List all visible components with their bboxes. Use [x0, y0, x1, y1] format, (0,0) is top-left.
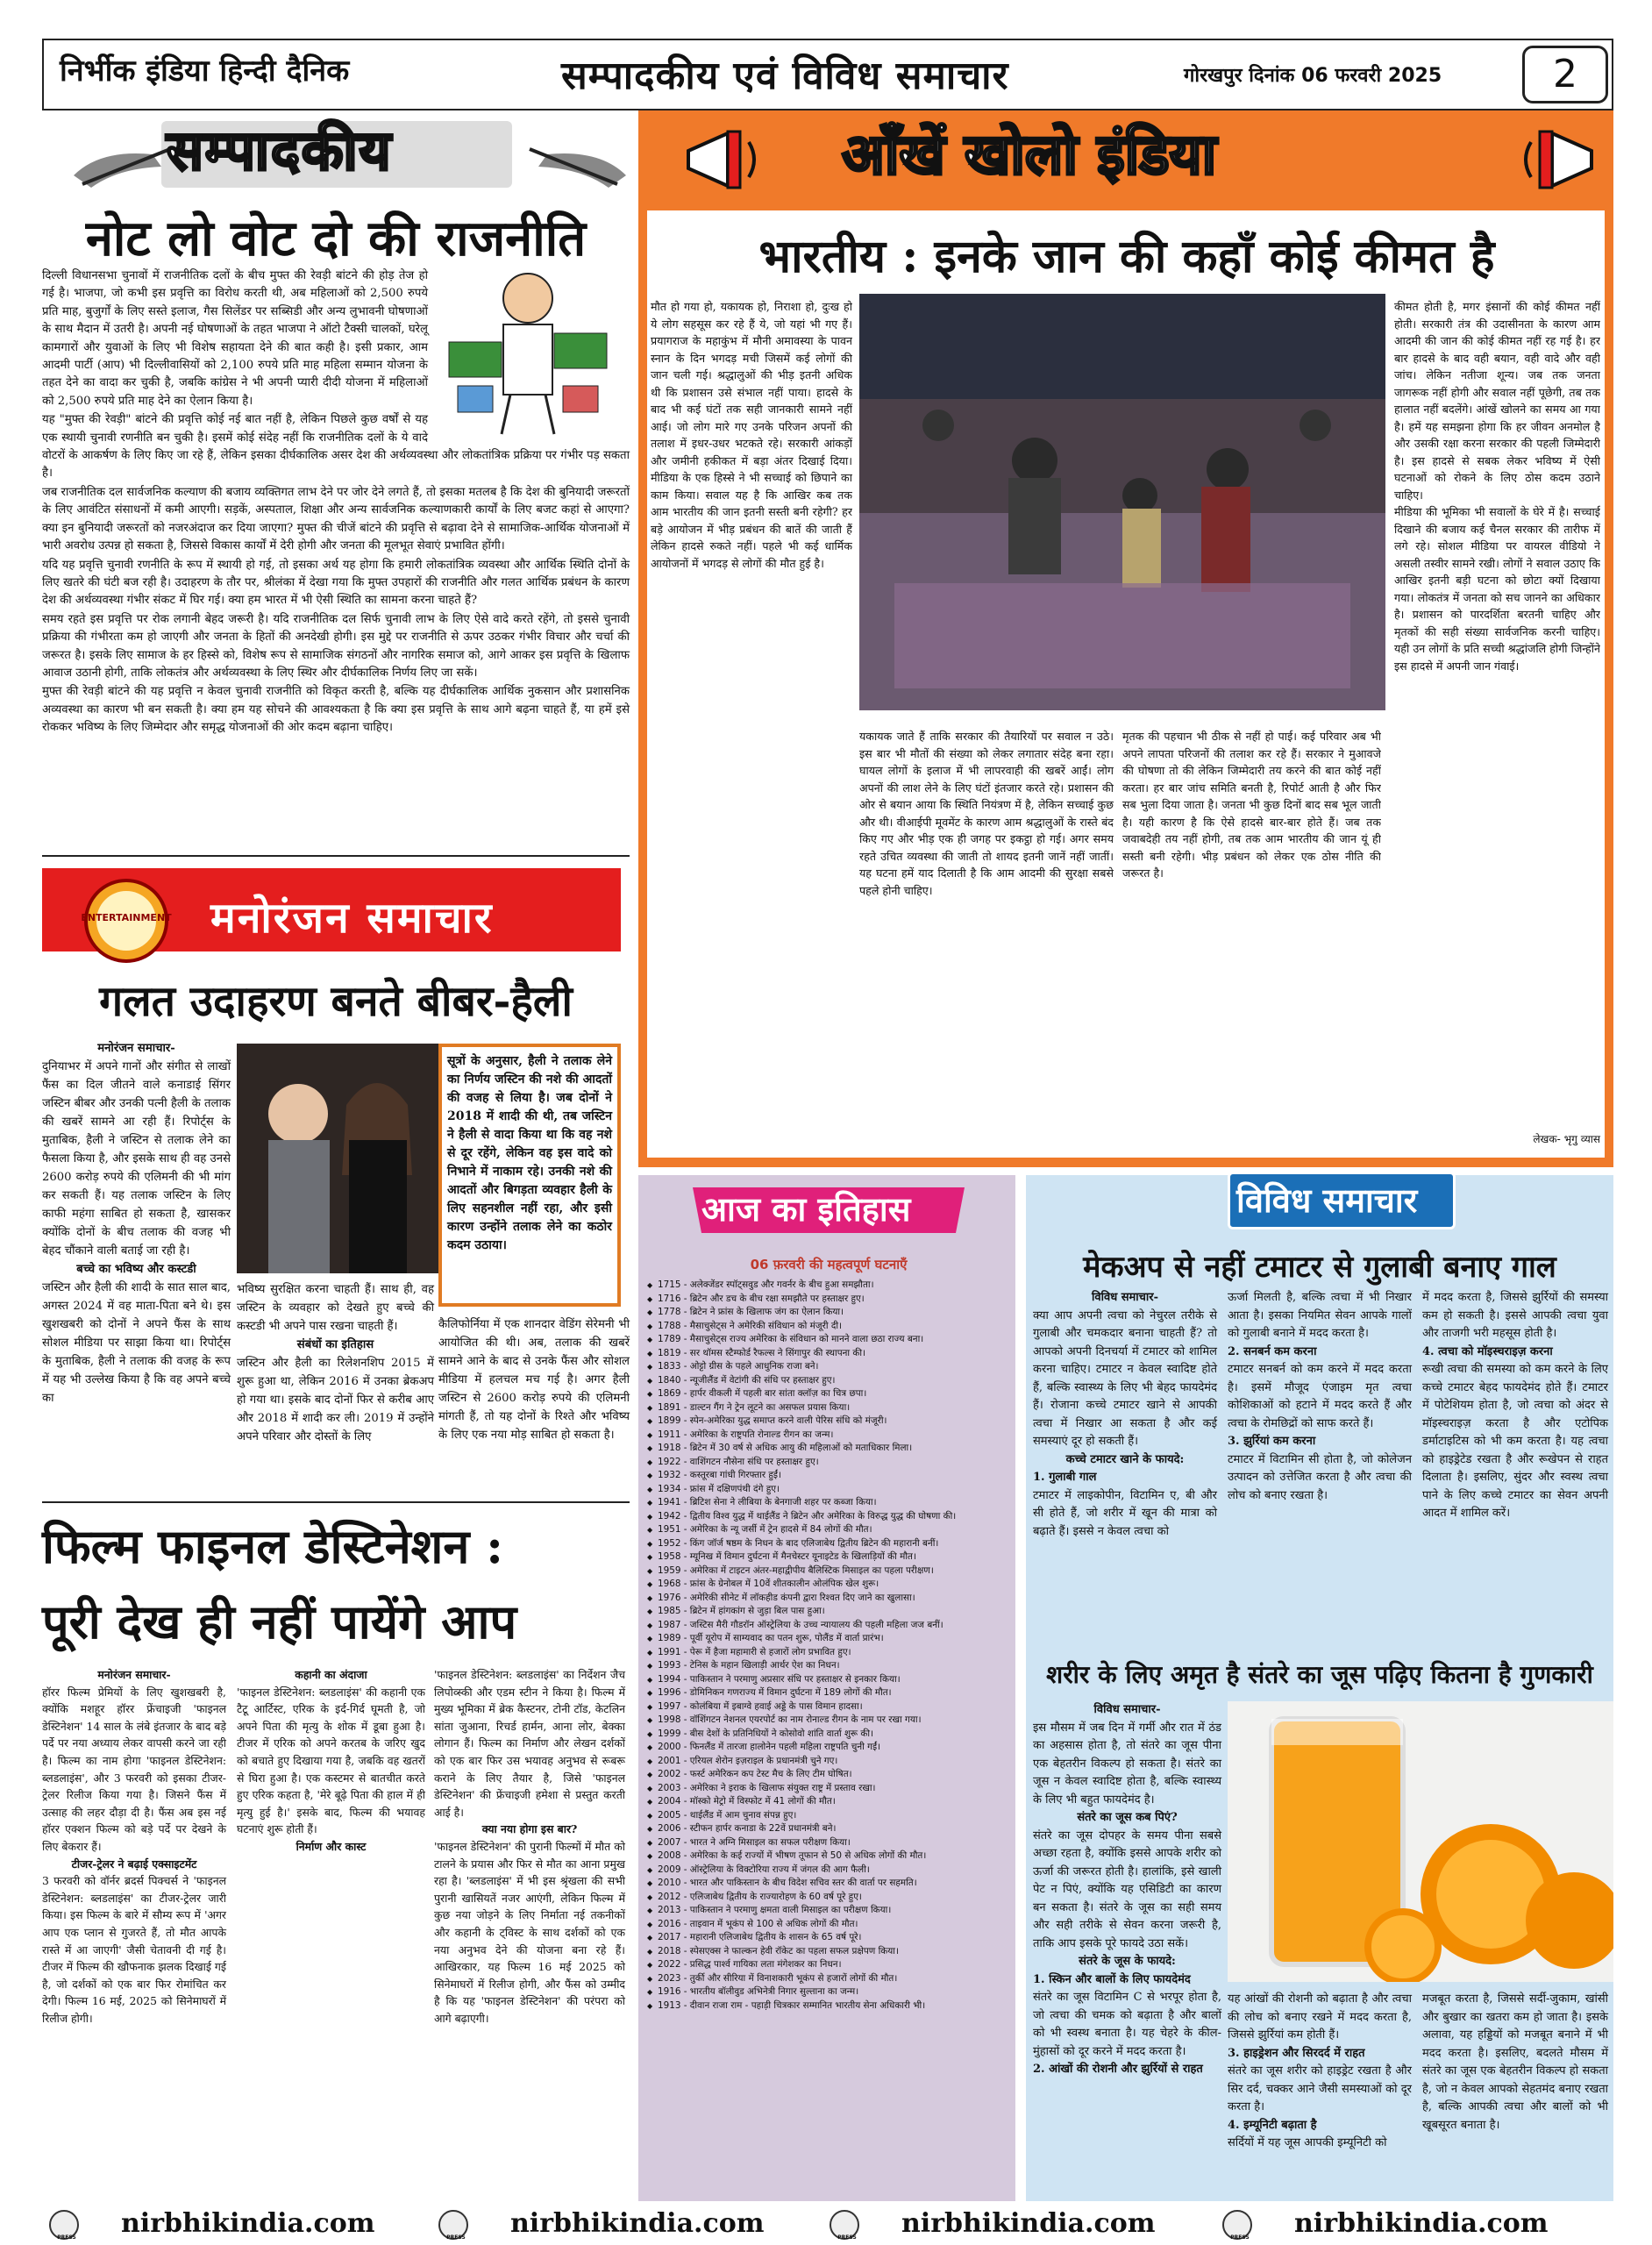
- tomato-column-3: [1422, 1289, 1608, 1523]
- history-event: ◆ 2004 - मॉस्को मेट्रो में विस्फोट में 41 लोगों की मौत।: [647, 1795, 1010, 1809]
- ak-column-5: [1394, 298, 1600, 1127]
- history-event: ◆ 1976 - अमेरिकी सीनेट में लॉकहीड कंपनी द्वारा रिश्वत दिए जाने का खुलासा।: [647, 1592, 1010, 1606]
- history-event: ◆ 2007 - भारत ने अग्नि मिसाइल का सफल परीक्षण किया।: [647, 1836, 1010, 1850]
- subheading: 4. इम्यूनिटी बढ़ाता है: [1228, 2118, 1317, 2132]
- viv-text: संतरे का जूस शरीर को हाइड्रेट रखता है और सिर दर्द, चक्कर आने जैसी समस्याओं को दूर करता है।: [1228, 2064, 1412, 2113]
- ent-text: दुनियाभर में अपने गानों और संगीत से लाखों फैंस का दिल जीतने वाले कनाडाई सिंगर जस्टिन बीबर और उनकी पत्नी हैली के तलाक की खबरें सामने आ रही हैं। रिपोर्ट्स के मुताबिक, हैली ने जस्टिन से तलाक लेने का फैसला किया है, और इसके साथ ही वह उनसे 2600 करोड़ रुपये की एलिमनी की भी मांग कर सकती हैं। यह तलाक जस्टिन के लिए काफी महंगा साबित हो सकता है, खासकर क्योंकि दोनों के बीच तलाक की वजह भी बेहद चौंकाने वाली बताई जा रही है।: [42, 1060, 231, 1258]
- ent-column-1: [42, 1039, 231, 1408]
- history-event: ◆ 1985 - ब्रिटेन में हांगकांग से जुड़ा बिल पास हुआ।: [647, 1605, 1010, 1619]
- history-event: ◆ 1951 - अमेरिका के न्यू जर्सी में ट्रेन हादसे में 84 लोगों की मौत।: [647, 1523, 1010, 1537]
- viv-text: यह आंखों की रोशनी को बढ़ाता है और त्वचा की लोच को बनाए रखने में मदद करता है, जिससे झुर्रियां कम होती हैं।: [1228, 1992, 1412, 2042]
- viv-text: संतरे का जूस विटामिन C से भरपूर होता है, जो त्वचा की चमक को बढ़ाता है और बालों को भी स्वस्थ बनाता है। यह चेहरे के कील-मुंहासों को दूर करने में मदद करता है।: [1033, 1991, 1221, 2058]
- history-event: ◆ 1789 - मैसाचुसेट्स राज्य अमेरिका के संविधान को मानने वाला छठा राज्य बना।: [647, 1333, 1010, 1347]
- viv-text: इस मौसम में जब दिन में गर्मी और रात में ठंड का अहसास होता है, तो संतरे का जूस पीना एक बेहतरीन विकल्प हो सकता है। संतरे का जूस न केवल स्वादिष्ट होता है, बल्कि स्वास्थ्य के लिए भी बहुत फायदेमंद है।: [1033, 1721, 1221, 1807]
- kumbh-stampede-photo: [859, 294, 1385, 710]
- history-event: ◆ 2008 - अमेरिका के कई राज्यों में भीषण तूफान से 50 से अधिक लोगों की मौत।: [647, 1849, 1010, 1864]
- film-headline-line-2: पूरी देख ही नहीं पायेंगे आप: [42, 1593, 517, 1650]
- history-subtitle: 06 फ़रवरी की महत्वपूर्ण घटनाएँ: [750, 1257, 908, 1272]
- subheading: संतरे का जूस कब पिएं?: [1077, 1811, 1178, 1824]
- history-event: ◆ 1932 - कस्तूरबा गांधी गिरफ्तार हुईं।: [647, 1469, 1010, 1483]
- history-event: ◆ 2017 - महारानी एलिजाबेथ द्वितीय के शासन के 65 वर्ष पूरे।: [647, 1931, 1010, 1945]
- history-event: ◆ 1869 - हार्पर वीकली में पहली बार सांता क्लॉज़ का चित्र छपा।: [647, 1387, 1010, 1401]
- history-event: ◆ 2001 - एरियल शेरोन इज़राइल के प्रधानमंत्री चुने गए।: [647, 1755, 1010, 1769]
- film-text: 'फाइनल डेस्टिनेशन: ब्लडलाइंस' का निर्देशन जैच लिपोव्स्की और एडम स्टीन ने किया है। फिल्म में मुख्य भूमिका में ब्रेक कैस्टनर, टोनी टॉड, केटलिन सांता जुआना, रिचर्ड हार्मन, आना लोर, बेक्का लोगान हैं। फिल्म का निर्माण और लेखन दर्शकों को एक बार फिर उस भयावह अनुभव से रूबरू कराने के लिए तैयार है, जिसे 'फाइनल डेस्टिनेशन' की फ्रेंचाइजी हमेशा से प्रस्तुत करती आई है।: [434, 1668, 625, 1819]
- pull-quote: सूत्रों के अनुसार, हैली ने तलाक लेने का निर्णय जस्टिन की नशे की आदतों की वजह से लिया है। जब दोनों ने 2018 में शादी की थी, तब जस्टिन ने हैली से वादा किया था कि वह नशे से दूर रहेंगे, लेकिन वह इस वादे को निभाने में नाकाम रहे। उनकी नशे की आदतों और बिगड़ता व्यवहार हैली के लिए सहनशील नहीं रहा, और इसी कारण उन्होंने तलाक लेने का कठोर कदम उठाया।: [438, 1044, 621, 1307]
- history-event: ◆ 1968 - फ्रांस के ग्रेनोबल में 10वें शीतकालीन ओलंपिक खेल शुरू।: [647, 1578, 1010, 1592]
- ent-column-3: [438, 1315, 630, 1444]
- dateline: विविध समाचार-: [1092, 1291, 1158, 1304]
- footer-url[interactable]: nirbhikindia.com: [121, 2208, 375, 2239]
- history-event: ◆ 2005 - थाईलैंड में आम चुनाव संपन्न हुए।: [647, 1809, 1010, 1823]
- history-event: ◆ 1952 - किंग जॉर्ज षष्ठम के निधन के बाद एलिजाबेथ द्वितीय ब्रिटेन की महारानी बनीं।: [647, 1537, 1010, 1551]
- history-event: ◆ 2018 - स्पेसएक्स ने फाल्कन हेवी रॉकेट का पहला सफल प्रक्षेपण किया।: [647, 1945, 1010, 1959]
- left-hand-pen-icon: [74, 149, 170, 188]
- history-event: ◆ 2022 - प्रसिद्ध पार्श्व गायिका लता मंगेशकर का निधन।: [647, 1958, 1010, 1972]
- history-event: ◆ 2000 - फिनलैंड में तारजा हालोनेन पहली महिला राष्ट्रपति चुनी गईं।: [647, 1741, 1010, 1755]
- history-event: ◆ 2013 - पाकिस्तान ने परमाणु क्षमता वाली मिसाइल का परीक्षण किया।: [647, 1904, 1010, 1918]
- ak-text: मीडिया की भूमिका भी सवालों के घेरे में है। सच्चाई दिखाने की बजाय कई चैनल सरकार की तारीफ में लगे रहे। सोशल मीडिया पर वायरल वीडियो ने असली तस्वीर सामने रखी। लोगों ने सवाल उठाए कि आखिर इतनी बड़ी घटना को छोटा क्यों दिखाया गया। लोकतंत्र में जनता को सच जानने का अधिकार है। प्रशासन को पारदर्शिता बरतनी चाहिए और मृतकों की सही संख्या सार्वजनिक करनी चाहिए। यही उन लोगों के प्रति सच्ची श्रद्धांजलि होगी जिन्होंने इस हादसे में अपनी जान गंवाई।: [1394, 505, 1600, 673]
- history-event: ◆ 1994 - पाकिस्तान ने परमाणु अप्रसार संधि पर हस्ताक्षर से इनकार किया।: [647, 1673, 1010, 1687]
- history-event: ◆ 1911 - अमेरिका के राष्ट्रपति रोनाल्ड रीगन का जन्म।: [647, 1429, 1010, 1443]
- history-event: ◆ 2010 - भारत और पाकिस्तान के बीच विदेश सचिव स्तर की वार्ता पर सहमति।: [647, 1877, 1010, 1891]
- viv-text: मजबूत करता है, जिससे सर्दी-जुकाम, खांसी और बुखार का खतरा कम हो जाता है। इसके अलावा, यह हड्डियों को मजबूत बनाने में भी मदद करता है। इसलिए, बदलते मौसम में संतरे का जूस एक बेहतरीन विकल्प हो सकता है, जो न केवल आपको सेहतमंद बनाए रखता है, बल्कि आपकी त्वचा और बालों को भी खूबसूरत बनाता है।: [1422, 1992, 1608, 2132]
- history-event: ◆ 1941 - ब्रिटिश सेना ने लीबिया के बेनगाजी शहर पर कब्जा किया।: [647, 1496, 1010, 1510]
- ent-column-2: [237, 1280, 434, 1446]
- aankhen-kholo-headline: भारतीय : इनके जान की कहाँ कोई कीमत है: [758, 230, 1495, 283]
- history-event: ◆ 1993 - टेनिस के महान खिलाड़ी आर्थर ऐश का निधन।: [647, 1659, 1010, 1673]
- viv-text: टमाटर में लाइकोपीन, विटामिन ए, बी और सी होते हैं, जो शरीर में खून की मात्रा को बढ़ाते हैं। इससे न केवल त्वचा को: [1033, 1488, 1217, 1538]
- ak-column-2: [859, 728, 1114, 1158]
- history-event: ◆ 1934 - फ्रांस में दक्षिणपंथी दंगे हुए।: [647, 1483, 1010, 1497]
- subheading: निर्माण और कास्ट: [296, 1839, 367, 1853]
- orange-column-1: [1033, 1701, 1221, 2079]
- history-event: ◆ 1959 - अमेरिका में टाइटन अंतर-महाद्वीपीय बैलिस्टिक मिसाइल का पहला परीक्षण।: [647, 1564, 1010, 1579]
- ak-text: मौत हो गया हो, यकायक हो, निराशा हो, दुःख हो ये लोग सहसूस कर रहे हैं ये, जो यहां भी गए हैं। प्रयागराज के महाकुंभ में मौनी अमावस्या के पावन स्नान के दिन भगदड़ मची जिसमें कई लोगों की जान चली गई। श्रद्धालुओं की भीड़ इतनी अधिक थी कि प्रशासन उसे संभाल नहीं पाया। हादसे के बाद भी कई घंटों तक सही जानकारी सामने नहीं आई। जो लोग मारे गए उनके परिजन अपनों की तलाश में इधर-उधर भटकते रहे। सरकारी आंकड़ों और जमीनी हकीकत में बड़ा अंतर दिखाई दिया। मीडिया के एक हिस्से ने भी सच्चाई को छिपाने का काम किया। सवाल यह है कि आखिर कब तक आम भारतीय की जान इतनी सस्ती बनी रहेगी? हर बड़े आयोजन में भीड़ प्रबंधन की बातें की जाती हैं लेकिन हादसे रुकते नहीं। पहले भी कई धार्मिक आयोजनों में भगदड़ से लोगों की मौत हुई है।: [651, 300, 852, 570]
- film-headline: [42, 1508, 630, 1659]
- entertainment-headline: गलत उदाहरण बनते बीबर-हैली: [99, 977, 573, 1026]
- press-logo-text: PRESS: [57, 2234, 76, 2241]
- tomato-column-2: [1228, 1289, 1412, 1505]
- history-event: ◆ 1819 - सर थॉमस स्टैम्फोर्ड रैफल्स ने सिंगापुर की स्थापना की।: [647, 1347, 1010, 1361]
- film-column-2: [237, 1666, 425, 1856]
- ent-text: जस्टिन और हैली की शादी के सात साल बाद, अगस्त 2024 में वह माता-पिता बने थे। इस खुशखबरी को दोनों ने अपने फैंस के साथ सोशल मीडिया पर साझा किया था। रिपोर्ट्स के मुताबिक, हैली ने तलाक की वजह के रूप में यह भी उल्लेख किया है कि वह अपने बच्चे का: [42, 1281, 231, 1405]
- footer-url[interactable]: nirbhikindia.com: [901, 2208, 1156, 2239]
- history-event: ◆ 1918 - ब्रिटेन में 30 वर्ष से अधिक आयु की महिलाओं को मताधिकार मिला।: [647, 1442, 1010, 1456]
- history-title: आज का इतिहास: [701, 1189, 911, 1229]
- entertainment-banner-title: मनोरंजन समाचार: [210, 894, 494, 943]
- subheading: 2. सनबर्न कम करना: [1228, 1344, 1317, 1358]
- section-title: सम्पादकीय एवं विविध समाचार: [561, 53, 1009, 98]
- press-logo-text: PRESS: [446, 2234, 466, 2241]
- history-event: ◆ 1999 - बीस देशों के प्रतिनिधियों ने कोसोवो शांति वार्ता शुरू की।: [647, 1728, 1010, 1742]
- viv-text: टमाटर सनबर्न को कम करने में मदद करता है। इसमें मौजूद एंजाइम मृत त्वचा कोशिकाओं को हटाने में मदद करते हैं और त्वचा के रोमछिद्रों को साफ करते हैं।: [1228, 1363, 1412, 1430]
- history-event: ◆ 1942 - द्वितीय विश्व युद्ध में थाईलैंड ने ब्रिटेन और अमेरिका के विरुद्ध युद्ध की घोषणा की।: [647, 1510, 1010, 1524]
- subheading: 3. झुर्रियां कम करना: [1228, 1435, 1316, 1448]
- entertainment-badge-label: ENTERTAINMENT: [81, 912, 172, 923]
- history-event: ◆ 1916 - भारतीय बॉलीवुड अभिनेत्री निगार सुल्ताना का जन्म।: [647, 1985, 1010, 1999]
- history-event: ◆ 1715 - अलेक्जेंडर स्पॉट्सवुड और गवर्नर के बीच हुआ समझौता।: [647, 1279, 1010, 1293]
- ak-column-3: [1122, 728, 1381, 1158]
- editorial-cartoon: [431, 263, 624, 438]
- editorial-paragraph: यह "मुफ्त की रेवड़ी" बांटने की प्रवृत्ति कोई नई बात नहीं है, लेकिन पिछले कुछ वर्षों से यह एक स्थायी चुनावी रणनीति बन चुकी है। इसमें कोई संदेह नहीं कि राजनीतिक दलों के ये वादे वोटरों के आकर्षण के लिए किए जा रहे हैं, लेकिन इसका दीर्घकालिक असर देश की अर्थव्यवस्था और लोकतांत्रिक प्रक्रिया पर गंभीर पड़ सकता है।: [42, 413, 630, 481]
- editorial-paragraph: यदि यह प्रवृत्ति चुनावी रणनीति के रूप में स्थायी हो गई, तो इसका अर्थ यह होगा कि हमारी लोकतांत्रिक व्यवस्था और आर्थिक स्थिति दोनों के लिए खतरे की घंटी बज रही है। उदाहरण के तौर पर, श्रीलंका में देखा गया कि मुफ्त उपहारों की राजनीति और गलत आर्थिक प्रबंधन के कारण देश की अर्थव्यवस्था गंभीर संकट में घिर गई। क्या हम भारत में भी ऐसी स्थिति का सामना करना चाहते हैं?: [42, 558, 630, 608]
- megaphone-icon: [675, 116, 772, 203]
- history-event: ◆ 1922 - वाशिंगटन नौसेना संधि पर हस्ताक्षर हुए।: [647, 1456, 1010, 1470]
- film-headline-line-1: फिल्म फाइनल डेस्टिनेशन :: [42, 1518, 504, 1574]
- history-event: ◆ 2016 - ताइवान में भूकंप से 100 से अधिक लोगों की मौत।: [647, 1918, 1010, 1932]
- dateline: मनोरंजन समाचार-: [97, 1668, 171, 1681]
- history-event: ◆ 1991 - पेरू में हैजा महामारी से हजारों लोग प्रभावित हुए।: [647, 1646, 1010, 1660]
- subheading: 1. स्किन और बालों के लिए फायदेमंद: [1033, 1972, 1191, 1986]
- dateline: मनोरंजन समाचार-: [97, 1042, 175, 1055]
- history-event: ◆ 2006 - स्टीफन हार्पर कनाडा के 22वें प्रधानमंत्री बने।: [647, 1822, 1010, 1836]
- viv-text: में मदद करता है, जिससे झुर्रियों की समस्या कम हो सकती है। इससे आपकी त्वचा युवा और ताजगी भरी महसूस होती है।: [1422, 1291, 1608, 1340]
- film-text: 3 फरवरी को वॉर्नर ब्रदर्स पिक्चर्स ने 'फाइनल डेस्टिनेशन: ब्लडलाइंस' का टीजर-ट्रेलर जारी किया। इस फिल्म के बारे में सौम्य रूप में 'अगर आप एक प्लान से गुजरते हैं, तो मौत आपके रास्ते में आ जाएगी' जैसी चेतावनी दी गई है। टीजर में फिल्म की खौफनाक झलक दिखाई गई है, जो दर्शकों को एक बार फिर रोमांचित कर देगी। फिल्म 16 मई, 2025 को सिनेमाघरों में रिलीज होगी।: [42, 1874, 226, 2025]
- viv-text: क्या आप अपनी त्वचा को नेचुरल तरीके से गुलाबी और चमकदार बनाना चाहती हैं? तो आपको अपनी दिनचर्या में टमाटर को शामिल करना चाहिए। टमाटर न केवल स्वादिष्ट होते हैं, बल्कि स्वास्थ्य के लिए भी बेहद फायदेमंद हैं। रोजाना कच्चे टमाटर खाने से आपकी त्वचा में निखार आ सकता है और कई समस्याएं दूर हो सकती हैं।: [1033, 1308, 1217, 1448]
- history-event: ◆ 1788 - मैसाचुसेट्स ने अमेरिकी संविधान को मंजूरी दी।: [647, 1320, 1010, 1334]
- ent-text: भविष्य सुरक्षित करना चाहती हैं। साथ ही, वह जस्टिन के व्यवहार को देखते हुए बच्चे की कस्टडी भी अपने पास रखना चाहती हैं।: [237, 1283, 434, 1333]
- history-event: ◆ 1716 - ब्रिटेन और डच के बीच रक्षा समझौते पर हस्ताक्षर हुए।: [647, 1293, 1010, 1307]
- history-event: ◆ 2012 - एलिजाबेथ द्वितीय के राज्यारोहण के 60 वर्ष पूरे हुए।: [647, 1891, 1010, 1905]
- ak-text: यकायक जाते हैं ताकि सरकार की तैयारियों पर सवाल न उठे। इस बार भी मौतों की संख्या को लेकर लगातार संदेह बना रहा। घायल लोगों के इलाज में भी लापरवाही की खबरें आईं। लोग अपनों की लाश लेने के लिए घंटों इंतजार करते रहे। प्रशासन की ओर से बयान आया कि स्थिति नियंत्रण में है, लेकिन सच्चाई कुछ और थी। वीआईपी मूवमेंट के कारण आम श्रद्धालुओं के रास्ते बंद किए गए और भीड़ एक ही जगह पर इकट्ठा हो गई। अगर समय रहते उचित व्यवस्था की जाती तो शायद इतनी जानें नहीं जातीं। यह घटना हमें याद दिलाती है कि आम आदमी की सुरक्षा सबसे पहले होनी चाहिए।: [859, 730, 1114, 897]
- footer-url[interactable]: nirbhikindia.com: [510, 2208, 765, 2239]
- history-event: ◆ 2003 - अमेरिका ने इराक के खिलाफ संयुक्त राष्ट्र में प्रस्ताव रखा।: [647, 1782, 1010, 1796]
- press-logo-text: PRESS: [1230, 2234, 1250, 2241]
- history-event: ◆ 1998 - वॉशिंगटन नेशनल एयरपोर्ट का नाम रोनाल्ड रीगन के नाम पर रखा गया।: [647, 1714, 1010, 1728]
- bieber-hailey-photo: [237, 1044, 438, 1273]
- history-event: ◆ 1996 - डोमिनिकन गणराज्य में विमान दुर्घटना में 189 लोगों की मौत।: [647, 1686, 1010, 1700]
- couple-image: [237, 1044, 438, 1273]
- history-event: ◆ 1778 - ब्रिटेन ने फ्रांस के खिलाफ जंग का ऐलान किया।: [647, 1306, 1010, 1320]
- ak-column-1: [651, 298, 852, 1162]
- subheading: कहानी का अंदाजा: [295, 1668, 367, 1681]
- divider: [42, 855, 630, 857]
- film-text: 'फाइनल डेस्टिनेशन' की पुरानी फिल्मों में मौत को टालने के प्रयास और फिर से मौत का आना प्रमुख रहा है। 'ब्लडलाइंस' में भी इस श्रृंखला की सभी पुरानी खासियतें नजर आएंगी, लेकिन फिल्म में कुछ नया जोड़ने के लिए निर्माता नई तकनीकों और कहानी के ट्विस्ट के साथ दर्शकों को एक नया अनुभव देने की योजना बना रहे हैं। आखिरकार, यह फिल्म 16 मई 2025 को सिनेमाघरों में रिलीज होगी, और फैंस को उम्मीद है कि यह 'फाइनल डेस्टिनेशन' की परंपरा को आगे बढ़ाएगी।: [434, 1839, 625, 2025]
- viv-text: टमाटर में विटामिन सी होता है, जो कोलेजन उत्पादन को उत्तेजित करता है और त्वचा की लोच को बनाए रखता है।: [1228, 1452, 1412, 1502]
- vividh-title: विविध समाचार: [1236, 1180, 1418, 1220]
- tomato-column-1: [1033, 1289, 1217, 1541]
- masthead: [42, 39, 1613, 110]
- megaphone-icon: [1508, 116, 1605, 203]
- editorial-banner-title: सम्पादकीय: [167, 118, 393, 182]
- subheading: बच्चे का भविष्य और कस्टडी: [76, 1263, 196, 1276]
- edition-date: गोरखपुर दिनांक 06 फरवरी 2025: [1184, 65, 1442, 87]
- subheading: संबंधों का इतिहास: [296, 1338, 374, 1351]
- viv-text: संतरे का जूस दोपहर के समय पीना सबसे अच्छा रहता है, क्योंकि इससे आपके शरीर को ऊर्जा की जरूरत होती है। हालांकि, इसे खाली पेट न पिएं, क्योंकि यह एसिडिटी का कारण बन सकता है। संतरे के जूस का सही समय और सही तरीके से सेवन करना जरूरी है, ताकि आप इसके पूरे फायदे उठा सकें।: [1033, 1828, 1221, 1950]
- subheading: 2. आंखों की रोशनी और झुर्रियों से राहत: [1033, 2063, 1203, 2076]
- orange-headline: शरीर के लिए अमृत है संतरे का जूस पढ़िए कितना है गुणकारी: [1046, 1660, 1593, 1689]
- subheading: 1. गुलाबी गाल: [1033, 1471, 1097, 1484]
- orange-column-2: [1228, 1991, 1412, 2153]
- subheading: संतरे के जूस के फायदे:: [1079, 1955, 1176, 1968]
- right-hand-pen-icon: [530, 149, 626, 188]
- history-event: ◆ 1833 - ओट्टो ग्रीस के पहले आधुनिक राजा बने।: [647, 1360, 1010, 1374]
- subheading: 3. हाइड्रेशन और सिरदर्द में राहत: [1228, 2046, 1365, 2060]
- history-event: ◆ 2023 - तुर्की और सीरिया में विनाशकारी भूकंप से हजारों लोगों की मौत।: [647, 1972, 1010, 1986]
- subheading: टीजर-ट्रेलर ने बढ़ाई एक्साइटमेंट: [71, 1857, 197, 1871]
- film-column-3: [434, 1666, 625, 2027]
- divider: [42, 1501, 630, 1503]
- tomato-headline: मेकअप से नहीं टमाटर से गुलाबी बनाए गाल: [1083, 1250, 1556, 1285]
- subheading: 4. त्वचा को मॉइस्चराइज़ करना: [1422, 1344, 1553, 1358]
- footer-url[interactable]: nirbhikindia.com: [1294, 2208, 1549, 2239]
- orange-column-3: [1422, 1991, 1608, 2135]
- ak-text: मृतक की पहचान भी ठीक से नहीं हो पाई। कई परिवार अब भी अपने लापता परिजनों की तलाश कर रहे हैं। सरकार ने मुआवजे की घोषणा तो की लेकिन जिम्मेदारी तय करने की बात कोई नहीं करता। हर बार जांच समिति बनती है, रिपोर्ट आती है और फिर सब भुला दिया जाता है। जनता भी कुछ दिनों बाद सब भूल जाती है। यही कारण है कि ऐसे हादसे बार-बार होते हैं। जब तक जवाबदेही तय नहीं होगी, तब तक आम भारतीय की जान यूं ही सस्ती बनी रहेगी। भीड़ प्रबंधन को लेकर एक ठोस नीति की जरूरत है।: [1122, 730, 1381, 880]
- history-event: ◆ 1989 - पूर्वी यूरोप में साम्यवाद का पतन शुरू, पोलैंड में वार्ता प्रारंभ।: [647, 1632, 1010, 1646]
- history-event: ◆ 1891 - डाल्टन गैंग ने ट्रेन लूटने का असफल प्रयास किया।: [647, 1401, 1010, 1415]
- editorial-paragraph: जब राजनीतिक दल सार्वजनिक कल्याण की बजाय व्यक्तिगत लाभ देने पर जोर देने लगते हैं, तो इसका मतलब है कि देश की बुनियादी जरूरतों के लिए आवंटित संसाधनों में कमी आएगी। सड़कें, अस्पताल, शिक्षा और अन्य सार्वजनिक कल्याणकारी कार्यों के लिए बजट कहां से आएगा? क्या इन बुनियादी जरूरतों को नजरअंदाज कर दिया जाएगा? मुफ्त की चीजें बांटने की प्रवृत्ति से बढ़ावा देने से सामाजिक-आर्थिक योजनाओं में भारी अवरोध उत्पन्न हो सकता है, जिससे विकास कार्यों में देरी होगी और जनता की मूलभूत सेवाएं प्रभावित होंगी।: [42, 485, 630, 553]
- viv-text: रूखी त्वचा की समस्या को कम करने के लिए कच्चे टमाटर बेहद फायदेमंद होते हैं। टमाटर में पोटेशियम होता है, जो त्वचा को अंदर से मॉइस्चराइज़ करता है और एटोपिक डर्माटाइटिस को भी कम करता है। यह त्वचा को हाइड्रेटेड रखता है और रूखेपन से राहत दिलाता है। इसलिए, सुंदर और स्वस्थ त्वचा पाने के लिए कच्चे टमाटर का सेवन अपनी आदत में शामिल करें।: [1422, 1363, 1608, 1520]
- history-event: ◆ 1913 - दीवान राजा राम - पहाड़ी चित्रकार सम्मानित भारतीय सेना अधिकारी भी।: [647, 1999, 1010, 2013]
- subheading: कच्चे टमाटर खाने के फायदे:: [1065, 1452, 1185, 1466]
- history-event: ◆ 1899 - स्पेन-अमेरिका युद्ध समाप्त करने वाली पेरिस संधि को मंजूरी।: [647, 1415, 1010, 1429]
- ak-text: कीमत होती है, मगर इंसानों की कोई कीमत नहीं होती। सरकारी तंत्र की उदासीनता के कारण आम आदमी की जान की कोई कीमत नहीं रह गई है। हर बार हादसे के बाद वही बयान, वही वादे और वही जांच। लेकिन नतीजा शून्य। जब तक जनता जागरूक नहीं होगी और सवाल नहीं पूछेगी, तब तक हालात नहीं बदलेंगे। आंखें खोलने का समय आ गया है। हमें यह समझना होगा कि हर जीवन अनमोल है और उसकी रक्षा करना सरकार की पहली जिम्मेदारी है। इस हादसे से सबक लेकर भविष्य में ऐसी घटनाओं को रोकने के लिए ठोस कदम उठाने चाहिए।: [1394, 300, 1600, 502]
- history-event: ◆ 1997 - कोलंबिया में इबाग्वे हवाई अड्डे के पास विमान हादसा।: [647, 1700, 1010, 1714]
- history-event: ◆ 2009 - ऑस्ट्रेलिया के विक्टोरिया राज्य में जंगल की आग फैली।: [647, 1864, 1010, 1878]
- dateline: विविध समाचार-: [1093, 1703, 1161, 1716]
- history-event: ◆ 1840 - न्यूजीलैंड में वेटांगी की संधि पर हस्ताक्षर हुए।: [647, 1374, 1010, 1388]
- editorial-paragraph: मुफ्त की रेवड़ी बांटने की यह प्रवृत्ति न केवल चुनावी राजनीति को विकृत करती है, बल्कि यह दीर्घकालिक आर्थिक नुकसान और प्रशासनिक अव्यवस्था का कारण भी बन सकती है। क्या हम यह सोचने की आवश्यकता है कि क्या इस प्रवृत्ति के साथ आगे बढ़ना चाहते हैं, या हमें इसे रोककर भविष्य के लिए जिम्मेदार और समृद्ध योजनाओं की ओर कदम बढ़ाना चाहिए।: [42, 685, 630, 735]
- press-logo-text: PRESS: [837, 2234, 857, 2241]
- film-column-1: [42, 1666, 226, 2027]
- viv-text: सर्दियों में यह जूस आपकी इम्यूनिटी को: [1228, 2136, 1387, 2149]
- byline: लेखक- भृगु व्यास: [1533, 1133, 1600, 1145]
- page-number: 2: [1522, 46, 1608, 103]
- editorial-paragraph: समय रहते इस प्रवृत्ति पर रोक लगानी बेहद जरूरी है। यदि राजनीतिक दल सिर्फ चुनावी लाभ के लिए ऐसे वादे करते रहेंगे, तो इससे चुनावी प्रक्रिया की गंभीरता कम हो जाएगी और जनता के हितों की अनदेखी होगी। इस मुद्दे पर राजनीति से ऊपर उठकर गंभीर विचार और चर्चा की जरूरत है। इसके लिए सामाज के हर हिस्से को, विशेष रूप से सामाजिक संगठनों और नागरिक समाज को, आगे आकर इस प्रवृत्ति के खिलाफ आवाज उठानी होगी, ताकि लोकतंत्र और अर्थव्यवस्था के लिए स्थिर और दीर्घकालिक निर्णय लिए जा सकें।: [42, 612, 630, 680]
- subheading: क्या नया होगा इस बार?: [481, 1822, 578, 1836]
- viv-text: ऊर्जा मिलती है, बल्कि त्वचा में भी निखार आता है। इसका नियमित सेवन आपके गालों को गुलाबी बनाने में मदद करता है।: [1228, 1291, 1412, 1340]
- history-event: ◆ 2002 - फर्स्ट अमेरिकन कप टेस्ट मैच के लिए टीम घोषित।: [647, 1768, 1010, 1782]
- film-text: 'फाइनल डेस्टिनेशन: ब्लडलाइंस' की कहानी एक टैटू आर्टिस्ट, एरिक के इर्द-गिर्द घूमती है, जो अपने पिता की मृत्यु के शोक में डूबा हुआ है। टीजर में एरिक को अपने करतब के जरिए खुद को बचाते हुए दिखाया गया है, जबकि वह खतरों से घिरा हुआ है। एक कस्टमर से बातचीत करते हुए एरिक कहता है, 'मेरे बूढ़े पिता की हाल में ही मृत्यु हुई है।' इसके बाद, फिल्म की भयावह घटनाएं शुरू होती हैं।: [237, 1685, 425, 1836]
- orange-juice-photo: [1228, 1701, 1613, 1982]
- paper-name: निर्भीक इंडिया हिन्दी दैनिक: [60, 53, 350, 89]
- ent-text: जस्टिन और हैली का रिलेशनशिप 2015 में शुरू हुआ था, लेकिन 2016 में उनका ब्रेकअप हो गया था। इसके बाद दोनों फिर से करीब आए और 2018 में शादी कर ली। 2019 में उन्होंने अपने परिवार और दोस्तों के लिए: [237, 1357, 434, 1443]
- aankhen-kholo-title: आँखें खोलो इंडिया: [842, 122, 1217, 188]
- history-event: ◆ 1987 - जस्टिस मैरी गौडरॉन ऑस्ट्रेलिया के उच्च न्यायालय की पहली महिला जज बनीं।: [647, 1619, 1010, 1633]
- ent-text: कैलिफोर्निया में एक शानदार वेडिंग सेरेमनी भी आयोजित की थी। अब, तलाक की खबरें सामने आने के बाद से उनके फैंस और सोशल मीडिया में हलचल मच गई है। अगर हैली जस्टिन से 2600 करोड़ रुपये की एलिमनी मांगती हैं, तो यह दोनों के रिश्ते और भविष्य के लिए एक नया मोड़ साबित हो सकता है।: [438, 1318, 630, 1442]
- history-event: ◆ 1958 - म्यूनिख में विमान दुर्घटना में मैनचेस्टर यूनाइटेड के खिलाड़ियों की मौत।: [647, 1550, 1010, 1564]
- history-list: [647, 1279, 1010, 2013]
- editorial-paragraph: दिल्ली विधानसभा चुनावों में राजनीतिक दलों के बीच मुफ्त की रेवड़ी बांटने की होड़ तेज हो गई है। भाजपा, जो कभी इस प्रवृत्ति का विरोध करती थी, अब महिलाओं को 2,500 रुपये प्रति माह, बुजुर्गों के लिए सस्ते इलाज, गैस सिलेंडर पर सब्सिडी और अन्य लुभावनी घोषणाओं के साथ मैदान में उतरी है। अपनी नई घोषणाओं के तहत भाजपा ने ऑटो टैक्सी चालकों, घरेलू कामगारों और युवाओं के लिए भी विशेष सहायता देने की बात कही है। इसी प्रकार, आम आदमी पार्टी (आप) भी दिल्लीवासियों को 2,100 रुपये प्रति माह महिला सम्मान योजना के तहत देने का वादा कर चुकी है, जबकि कांग्रेस ने भी अपनी प्यारी दीदी योजना में महिलाओं को 2,500 रुपये प्रति माह देने का ऐलान किया है।: [42, 269, 428, 408]
- crowd-image: [859, 294, 1385, 710]
- film-text: हॉरर फिल्म प्रेमियों के लिए खुशखबरी है, क्योंकि मशहूर हॉरर फ्रेंचाइजी 'फाइनल डेस्टिनेशन' 14 साल के लंबे इंतजार के बाद बड़े पर्दे पर नया अध्याय लेकर वापसी करने जा रही है। फिल्म का नाम होगा 'फाइनल डेस्टिनेशन: ब्लडलाइंस', और 3 फरवरी को इसका टीजर-ट्रेलर रिलीज किया गया है। जिसने फैंस में उत्साह की लहर दौड़ा दी है। फैंस अब इस नई हॉरर एक्शन फिल्म को बड़े पर्दे पर देखने के लिए बेकरार हैं।: [42, 1685, 226, 1853]
- editorial-headline: नोट लो वोट दो की राजनीति: [85, 210, 587, 267]
